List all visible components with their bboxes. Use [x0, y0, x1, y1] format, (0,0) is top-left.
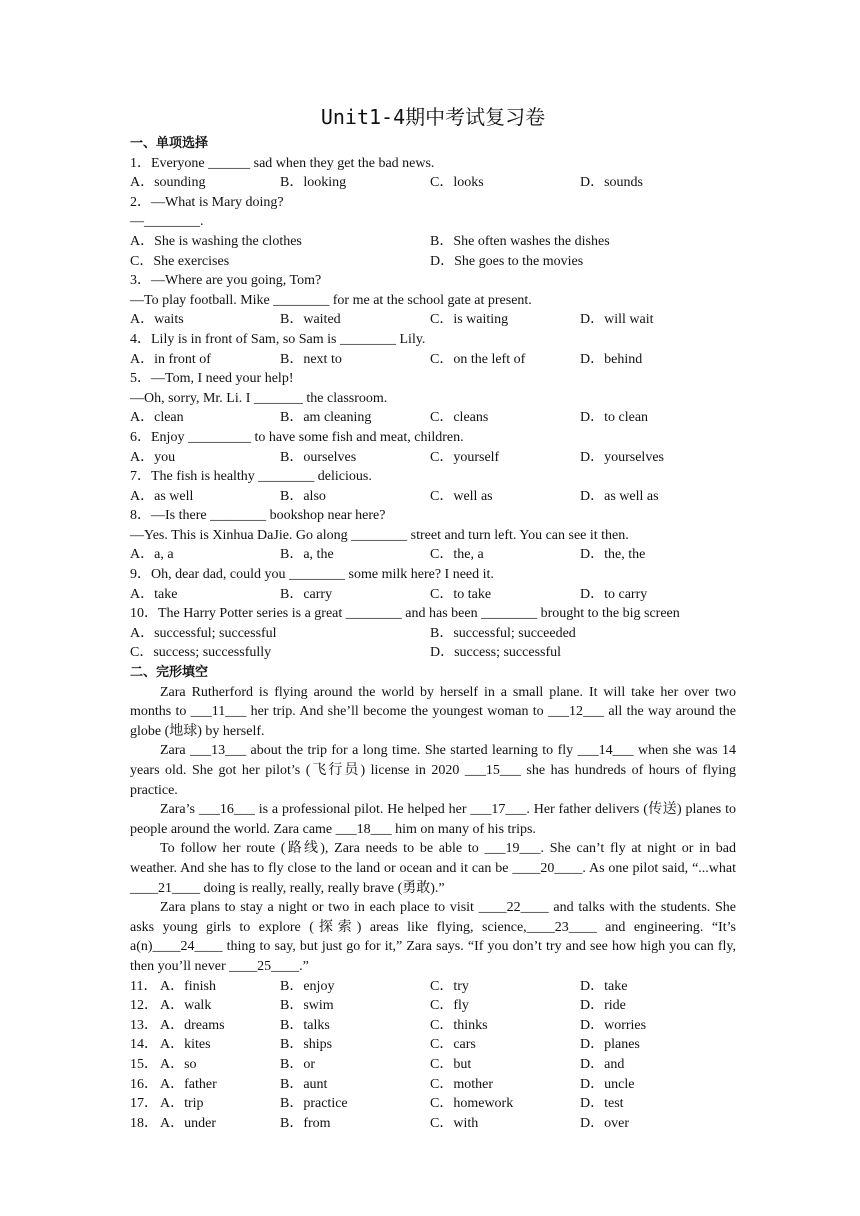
- blank: ___13___: [190, 743, 247, 759]
- option: D．test: [580, 1096, 624, 1112]
- blank: ___12___: [548, 704, 604, 720]
- option: C．with: [430, 1115, 479, 1131]
- passage-paragraph: [130, 800, 736, 839]
- passage-text: Zara Rutherford is flying around the world by herself in a small plane. It will take her over two months to: [130, 684, 736, 720]
- passage-text: . She can’t fly at night or in bad weather. And she has to fly close to the land or ocean and it can be: [130, 841, 736, 876]
- question-item: [130, 428, 736, 467]
- option: D．to clean: [580, 410, 649, 426]
- blank: ___18___: [335, 821, 392, 837]
- option: C．looks: [430, 175, 484, 191]
- option: C．cleans: [430, 410, 489, 426]
- option: A．trip: [160, 1096, 204, 1112]
- question-text: —To play football. Mike ________ for me at the school gate at present.: [130, 292, 532, 308]
- question-text: —Oh, sorry, Mr. Li. I _______ the classroom.: [130, 390, 388, 406]
- option: A．walk: [160, 998, 212, 1014]
- cloze-option-row: [130, 1016, 736, 1036]
- question-item: [130, 369, 736, 428]
- passage-text: and engineering. “It’s a(n): [130, 919, 736, 955]
- option: A．a, a: [130, 547, 174, 563]
- option: A．kites: [160, 1037, 211, 1053]
- cloze-options-section: [130, 977, 736, 1134]
- option: C．the, a: [430, 547, 484, 563]
- option: D．the, the: [580, 547, 646, 563]
- passage-text: Zara’s: [160, 802, 199, 818]
- question-item: [130, 467, 736, 506]
- question-text: 2．—What is Mary doing?: [130, 194, 284, 210]
- blank: ___14___: [577, 743, 634, 759]
- passage-text: all the way around the globe (地球) by herself.: [130, 704, 736, 739]
- question-item: [130, 506, 736, 565]
- option: B．swim: [280, 998, 334, 1014]
- passage-text: doing is really, really, really brave (勇敢).”: [200, 880, 445, 896]
- exam-page: [130, 104, 736, 1133]
- option: B．ourselves: [280, 449, 357, 465]
- option: B．a, the: [280, 547, 334, 563]
- option: A．clean: [130, 410, 184, 426]
- option: B．enjoy: [280, 978, 335, 994]
- option-row: [130, 350, 736, 370]
- passage-text: she has hundreds of hours of flying practice.: [130, 763, 736, 798]
- passage-text: Zara plans to stay a night or two in each place to visit: [160, 900, 479, 916]
- question-text: 6．Enjoy _________ to have some fish and meat, children.: [130, 429, 464, 445]
- passage-text: . As one pilot said, “...what: [582, 860, 736, 876]
- cloze-option-row: [130, 1035, 736, 1055]
- option: D．behind: [580, 351, 643, 367]
- option: C．is waiting: [430, 312, 509, 328]
- passage-text: . Her father delivers (传送) planes to people around the world. Zara came: [130, 802, 736, 837]
- question-text: 1．Everyone ______ sad when they get the bad news.: [130, 155, 435, 171]
- option: B．carry: [280, 586, 333, 602]
- blank: ____23____: [526, 919, 597, 935]
- question-item: [130, 604, 736, 663]
- option: A．dreams: [160, 1017, 225, 1033]
- question-text: 4．Lily is in front of Sam, so Sam is ________ Lily.: [130, 331, 426, 347]
- option: C．cars: [430, 1037, 476, 1053]
- option: C．but: [430, 1056, 472, 1072]
- section-heading-single-choice: 一、单项选择: [130, 136, 209, 151]
- option: D．yourselves: [580, 449, 664, 465]
- option-row: [130, 173, 736, 193]
- option: A．waits: [130, 312, 184, 328]
- question-number: 13．: [130, 1017, 158, 1033]
- option: B．She often washes the dishes: [430, 233, 610, 249]
- blank: ___11___: [190, 704, 247, 720]
- option: C．success; successfully: [130, 645, 272, 661]
- option-row: [130, 408, 736, 428]
- question-number: 18．: [130, 1115, 158, 1131]
- option: C．on the left of: [430, 351, 526, 367]
- option: C．try: [430, 978, 469, 994]
- cloze-passage: [130, 683, 736, 977]
- cloze-option-row: [130, 1094, 736, 1114]
- option: D．will wait: [580, 312, 654, 328]
- option: C．mother: [430, 1076, 493, 1092]
- question-number: 12．: [130, 998, 158, 1014]
- option: A．father: [160, 1076, 217, 1092]
- blank: ___19___: [484, 841, 541, 857]
- option: C．well as: [430, 488, 493, 504]
- option: C．to take: [430, 586, 492, 602]
- question-number: 15．: [130, 1056, 158, 1072]
- passage-text: and talks with the students. She asks young girls to explore (探索) areas like flying, science,: [130, 900, 737, 935]
- question-item: [130, 565, 736, 604]
- page-title: Unit1-4期中考试复习卷: [320, 105, 546, 129]
- option: D．worries: [580, 1017, 647, 1033]
- option: A．in front of: [130, 351, 211, 367]
- question-item: [130, 193, 736, 271]
- option: B．or: [280, 1056, 315, 1072]
- option-row: [130, 624, 736, 644]
- question-text: 9．Oh, dear dad, could you ________ some milk here? I need it.: [130, 567, 494, 583]
- option: B．from: [280, 1115, 331, 1131]
- blank: ____24____: [152, 939, 223, 955]
- question-text: 3．—Where are you going, Tom?: [130, 273, 322, 289]
- option-row: [130, 232, 736, 252]
- option: A．successful; successful: [130, 625, 277, 641]
- multiple-choice-section: [130, 154, 736, 663]
- option: B．am cleaning: [280, 410, 372, 426]
- passage-text: is a professional pilot. He helped her: [254, 802, 471, 818]
- option: C．yourself: [430, 449, 500, 465]
- blank: ___16___: [198, 802, 255, 818]
- option: A．as well: [130, 488, 194, 504]
- option: A．you: [130, 449, 176, 465]
- option-row: [130, 487, 736, 507]
- question-text: 8．—Is there ________ bookshop near here?: [130, 508, 386, 524]
- option: B．successful; succeeded: [430, 625, 576, 641]
- question-text: —Yes. This is Xinhua DaJie. Go along ________ street and turn left. You can see it then.: [130, 527, 629, 543]
- passage-paragraph: [130, 741, 736, 800]
- passage-text: Zara: [160, 743, 191, 759]
- option: D．as well as: [580, 488, 659, 504]
- option: B．talks: [280, 1017, 330, 1033]
- option: A．sounding: [130, 175, 206, 191]
- option: D．ride: [580, 998, 626, 1014]
- option: B．ships: [280, 1037, 333, 1053]
- option: B．also: [280, 488, 326, 504]
- question-text: 7．The fish is healthy ________ delicious.: [130, 469, 372, 485]
- blank: ___17___: [470, 802, 527, 818]
- question-text: 5．—Tom, I need your help!: [130, 371, 294, 387]
- option: A．She is washing the clothes: [130, 233, 302, 249]
- option-row: [130, 252, 736, 272]
- blank: ____20____: [512, 860, 583, 876]
- option: D．to carry: [580, 586, 648, 602]
- cloze-option-row: [130, 977, 736, 997]
- passage-text: .”: [299, 958, 309, 974]
- option: B．waited: [280, 312, 341, 328]
- cloze-option-row: [130, 1075, 736, 1095]
- option-row: [130, 585, 736, 605]
- section-heading-cloze: 二、完形填空: [130, 665, 209, 681]
- option: D．take: [580, 978, 628, 994]
- blank: ____25____: [229, 958, 300, 974]
- passage-paragraph: [130, 839, 736, 898]
- cloze-option-row: [130, 996, 736, 1016]
- option: C．fly: [430, 998, 469, 1014]
- blank: ____21____: [130, 880, 200, 896]
- question-text: 10．The Harry Potter series is a great ________ and has been ________ brought to the big screen: [130, 606, 680, 622]
- option: B．aunt: [280, 1076, 328, 1092]
- question-number: 14．: [130, 1037, 158, 1053]
- question-number: 16．: [130, 1076, 158, 1092]
- question-number: 11．: [130, 978, 158, 994]
- cloze-option-row: [130, 1055, 736, 1075]
- option: D．uncle: [580, 1076, 635, 1092]
- option: A．so: [160, 1056, 197, 1072]
- option: D．sounds: [580, 175, 644, 191]
- option: B．looking: [280, 175, 347, 191]
- question-item: [130, 330, 736, 369]
- passage-paragraph: [130, 683, 736, 742]
- option: D．success; successful: [430, 645, 562, 661]
- option-row: [130, 448, 736, 468]
- passage-text: when she was 14 years old. She got her pilot’s (飞行员) license in 2020: [130, 743, 736, 778]
- option: A．finish: [160, 978, 216, 994]
- option-row: [130, 643, 736, 663]
- option: A．take: [130, 586, 178, 602]
- passage-text: To follow her route (路线), Zara needs to be able to: [160, 841, 485, 857]
- cloze-option-row: [130, 1114, 736, 1134]
- question-text: —________.: [130, 214, 204, 230]
- question-number: 17．: [130, 1096, 158, 1112]
- blank: ____22____: [478, 900, 549, 916]
- option: B．next to: [280, 351, 342, 367]
- option: D．and: [580, 1056, 625, 1072]
- option-row: [130, 310, 736, 330]
- question-item: [130, 271, 736, 330]
- option: C．homework: [430, 1096, 514, 1112]
- passage-paragraph: [130, 898, 736, 976]
- option: D．She goes to the movies: [430, 253, 584, 269]
- option: D．planes: [580, 1037, 640, 1053]
- blank: ___15___: [464, 763, 521, 778]
- option: A．under: [160, 1115, 216, 1131]
- option: D．over: [580, 1115, 629, 1131]
- option: C．She exercises: [130, 253, 230, 269]
- passage-text: her trip. And she’ll become the youngest woman to: [246, 704, 548, 720]
- option-row: [130, 545, 736, 565]
- option: B．practice: [280, 1096, 348, 1112]
- passage-text: him on many of his trips.: [391, 821, 536, 837]
- option: C．thinks: [430, 1017, 488, 1033]
- passage-text: about the trip for a long time. She started learning to fly: [246, 743, 578, 759]
- passage-text: thing to say, but just go for it,” Zara says. “If you don’t try and see how high you can fly, then you’ll never: [130, 939, 736, 974]
- question-item: [130, 154, 736, 193]
